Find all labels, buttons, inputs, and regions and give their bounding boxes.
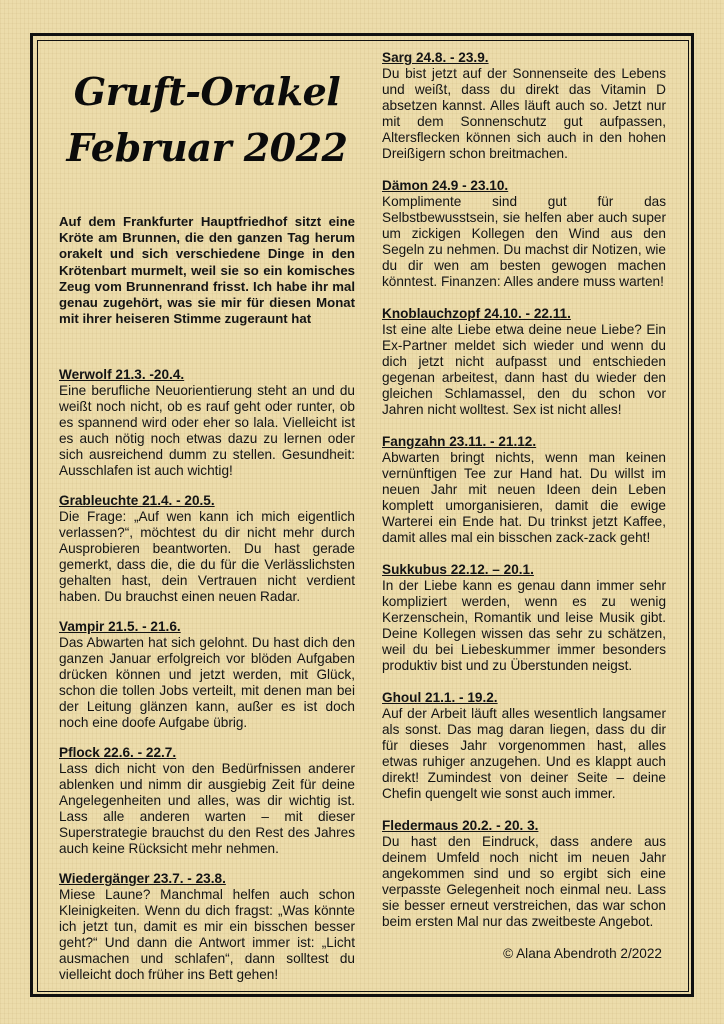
horoscope-entry-sukkubus [382, 562, 666, 674]
entry-heading: Vampir 21.5. - 21.6. [59, 619, 181, 635]
horoscope-entry-fledermaus [382, 818, 666, 930]
horoscope-entry-grableuchte [59, 493, 355, 605]
entry-text: Abwarten bringt nichts, wenn man keinen vernünftigen Tee zur Hand hat. Du willst im neuen Jahr mit neuen Ideen dein Leben komplett umorganisieren, damit die ewige Warterei ein Ende hat. Du trinkst jetzt Kaffee, damit alles mal ein bisschen zack-zack geht! [382, 450, 666, 545]
entry-heading: Grableuchte 21.4. - 20.5. [59, 493, 215, 509]
title-line-2: Februar 2022 [66, 125, 348, 170]
horoscope-entry-daemon [382, 178, 666, 290]
right-column [382, 50, 666, 976]
title-line-1: Gruft-Orakel [73, 69, 341, 114]
horoscope-entry-ghoul [382, 690, 666, 802]
entry-text: Du hast den Eindruck, dass andere aus deinem Umfeld noch nicht im neuen Jahr angekommen sind und so ergibt sich eine verpasste Gelegenheit noch einmal neu. Lass sie besser erneut verstreichen, das war schon beim ersten Mal nur das zweitbeste Angebot. [382, 834, 666, 929]
horoscope-entry-wiedergaenger [59, 871, 355, 983]
entry-heading: Ghoul 21.1. - 19.2. [382, 690, 498, 705]
left-column [59, 64, 355, 983]
entry-heading: Fledermaus 20.2. - 20. 3. [382, 818, 539, 833]
entry-text: Miese Laune? Manchmal helfen auch schon Kleinigkeiten. Wenn du dich fragst: „Was könnte ich jetzt tun, damit es mir ein bisschen besser geht?“ Und dann die Antwort immer ist: „Licht ausmachen und schlafen“, dann solltest du vielleicht doch früher ins Bett gehen! [59, 887, 355, 983]
entry-text: Das Abwarten hat sich gelohnt. Du hast dich den ganzen Januar erfolgreich vor blöden Aufgaben drücken können und jetzt werden, mit Glück, schon die tollen Jobs verteilt, mit denen man bei der Leitung glänzen kann, außer es ist doch noch eine doofe Aufgabe übrig. [59, 635, 355, 731]
entry-heading: Werwolf 21.3. -20.4. [59, 367, 185, 383]
horoscope-entry-pflock [59, 745, 355, 857]
entry-heading: Pflock 22.6. - 22.7. [59, 745, 177, 761]
entry-heading: Fangzahn 23.11. - 21.12. [382, 434, 537, 449]
entry-text: Die Frage: „Auf wen kann ich mich eigentlich verlassen?“, möchtest du dir nicht mehr durch Ausprobieren beantworten. Du hast gerade gemerkt, dass die, die du für die Verlässlichsten gehalten hast, dein Vertrauen nicht verdient haben. Du brauchst einen neuen Radar. [59, 509, 355, 605]
entry-text: Auf der Arbeit läuft alles wesentlich langsamer als sonst. Das mag daran liegen, dass du dir für dieses Jahr vorgenommen hast, alles etwas ruhiger anzugehen. Und es klappt auch direkt! Zumindest von deiner Seite – deine Chefin quengelt wie sonst auch immer. [382, 706, 666, 801]
entry-heading: Wiedergänger 23.7. - 23.8. [59, 871, 226, 887]
horoscope-entry-fangzahn [382, 434, 666, 546]
entry-heading: Sarg 24.8. - 23.9. [382, 50, 489, 65]
copyright-footer: © Alana Abendroth 2/2022 [503, 946, 662, 961]
horoscope-entry-sarg [382, 50, 666, 162]
intro-text: Auf dem Frankfurter Hauptfriedhof sitzt eine Kröte am Brunnen, die den ganzen Tag herum orakelt und sich verschiedene Dinge in den Krötenbart murmelt, weil sie so ein komisches Zeug vom Brunnenrand frisst. Ich habe ihr mal genau zugehört, was sie mir für diesen Monat mit ihrer heiseren Stimme zugeraunt hat [59, 214, 355, 327]
horoscope-entry-werwolf [59, 367, 355, 479]
entry-text: Lass dich nicht von den Bedürfnissen anderer ablenken und nimm dir ausgiebig Zeit für deine Angelegenheiten und alles, was dir wichtig ist. Lass alle anderen warten – mit dieser Superstrategie brauchst du den Rest des Jahres auch keine Rücksicht mehr nehmen. [59, 761, 355, 857]
entry-text: In der Liebe kann es genau dann immer sehr kompliziert werden, wenn es zu wenig Kerzenschein, Romantik und leise Musik gibt. Deine Kollegen wissen das sehr zu schätzen, weil du bei Liebeskummer immer besonders produktiv bist und zu Überstunden neigst. [382, 578, 666, 673]
entry-heading: Knoblauchzopf 24.10. - 22.11. [382, 306, 571, 321]
entry-heading: Dämon 24.9 - 23.10. [382, 178, 509, 193]
entry-text: Komplimente sind gut für das Selbstbewusstsein, sie helfen aber auch super um zickigen Kollegen den Wind aus den Segeln zu nehmen. Du machst dir Notizen, wie du dir wen am besten gewogen machen könntest. Finanzen: Alles andere muss warten! [382, 194, 666, 289]
horoscope-entry-knoblauchzopf [382, 306, 666, 418]
page-title [59, 64, 355, 176]
horoscope-entry-vampir [59, 619, 355, 731]
entry-text: Du bist jetzt auf der Sonnenseite des Lebens und weißt, dass du direkt das Vitamin D absetzen kannst. Alles läuft auch so. Jetzt nur mit dem Sonnenschutz gut aufpassen, Altersflecken können sich auch in den hohen Dreißigern schon breitmachen. [382, 66, 666, 161]
entry-text: Eine berufliche Neuorientierung steht an und du weißt noch nicht, ob es rauf geht oder runter, ob es spannend wird oder eher so lala. Vielleicht ist es auch nötig noch etwas dazu zu lernen oder sich ausreichend dumm zu stellen. Gesundheit: Ausschlafen ist auch wichtig! [59, 383, 355, 479]
entry-heading: Sukkubus 22.12. – 20.1. [382, 562, 534, 577]
entry-text: Ist eine alte Liebe etwa deine neue Liebe? Ein Ex-Partner meldet sich wieder und wenn du dich jetzt nicht aufpasst und entschieden gegenan arbeitest, dann hast du wieder den gleichen Schlamassel, den du schon vor Jahren nicht wolltest. Sex ist nicht alles! [382, 322, 666, 417]
